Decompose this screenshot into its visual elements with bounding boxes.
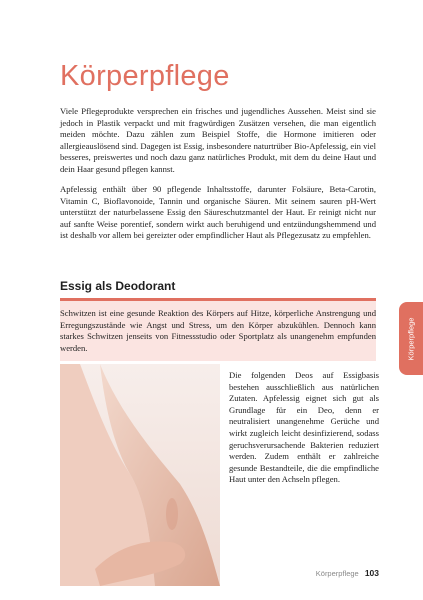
chapter-tab-label: Körperpflege xyxy=(406,317,416,360)
page-footer xyxy=(316,568,379,578)
page-number: 103 xyxy=(364,568,379,578)
page-title: Körperpflege xyxy=(60,60,230,92)
footer-section-name: Körperpflege xyxy=(315,569,359,578)
deo-description-paragraph: Die folgenden Deos auf Essigbasis bestehen ausschließlich aus natürlichen Zutaten. Apfelessig eignet sich gut als Grundlage für ein Deo, denn er neutralisiert unangenehme Gerüche und wirkt zugleich leicht desinfizierend, sodass geruchsverursachende Bakterien reduziert werden. Zudem enthält er zahlreiche gesunde Bestandteile, die die empfindliche Haut unter den Achseln pflegen. xyxy=(229,370,379,485)
body-paragraph-intro: Viele Pflegeprodukte versprechen ein frisches und jugendliches Aussehen. Meist sind sie jedoch in Plastik verpackt und mit fragwürdigen Zusätzen versehen, die man eigentlich meiden möchte. Dazu zählen zum Beispiel Stoffe, die Hormone imitieren oder allergieauslösend sind. Dagegen ist Essig, insbesondere naturtrüber Bio-Apfelessig, ein viel besseres, preiswertes und noch dazu ganz natürliches Produkt, mit dem du deine Haut und dein Haar gesund pflegen kannst. xyxy=(60,106,376,174)
armpit-photo xyxy=(60,364,220,586)
section-intro-paragraph: Schwitzen ist eine gesunde Reaktion des Körpers auf Hitze, körperliche Anstrengung und Erregungszustände wie Angst und Stress, um den Körper abzukühlen. Dennoch kann starkes Schwitzen jenseits von Fitnessstudio oder Sportplatz als unangenehm empfunden werden. xyxy=(60,308,376,353)
body-paragraph-ingredients: Apfelessig enthält über 90 pflegende Inhaltsstoffe, darunter Folsäure, Beta-Carotin, Vitamin C, Bioflavonoide, Tannin und organische Säuren. Mit seinem sauren pH-Wert unterstützt der naturbelassene Essig den Säureschutzmantel der Haut. Er reinigt nicht nur auf sanfte Weise porentief, sondern wirkt auch beruhigend und entzündungshemmend und ist deshalb vor allem bei gereizter oder empfindlicher Haut als Pflegezusatz zu empfehlen. xyxy=(60,184,376,241)
chapter-tab[interactable] xyxy=(399,302,423,375)
section-heading: Essig als Deodorant xyxy=(60,279,176,293)
